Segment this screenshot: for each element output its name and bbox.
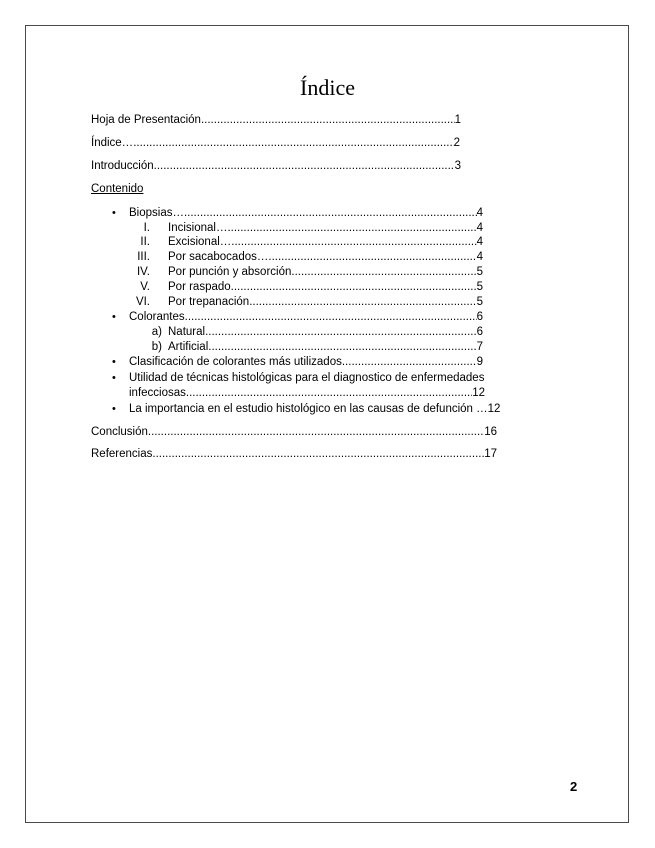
toc-page: 6 [476,311,483,323]
toc-entry-hoja[interactable] [91,113,461,127]
toc-page: 1 [454,114,461,126]
bullet-icon: • [112,403,116,415]
toc-page: 7 [476,341,483,353]
toc-label: Incisional… [168,222,228,234]
toc-page: 2 [453,137,460,149]
toc-leader [185,310,477,324]
toc-page: 12 [472,387,485,399]
toc-label: Referencias [91,448,153,460]
toc-page: 17 [484,448,497,460]
list-number: III. [137,251,150,263]
toc-entry-clasificacion[interactable] [129,355,483,369]
toc-label: Introducción [91,160,154,172]
toc-entry-biopsias[interactable] [129,206,483,220]
toc-entry-natural[interactable] [168,325,483,339]
toc-label: Excisional… [168,236,232,248]
toc-page: 4 [476,236,483,248]
toc-leader [152,447,484,461]
toc-label: Por punción y absorción [168,266,292,278]
list-number: IV. [136,266,150,278]
toc-leader [231,235,476,249]
toc-label: Clasificación de colorantes más utilizados [129,356,342,368]
toc-leader [201,113,455,127]
bullet-icon: • [112,356,116,368]
toc-page: 6 [476,326,483,338]
contenido-heading: Contenido [91,183,144,195]
toc-label: Por trepanación [168,296,250,308]
page-title: Índice [300,75,355,100]
toc-page: 16 [484,426,497,438]
toc-entry-utilidad[interactable] [129,386,485,400]
list-number: II. [140,236,150,248]
toc-entry-introduccion[interactable] [91,159,461,173]
toc-entry-excisional[interactable] [168,235,483,249]
toc-page: 5 [476,266,483,278]
toc-entry-puncion[interactable] [168,265,483,279]
toc-label: Artificial [168,341,209,353]
list-number: V. [140,281,150,293]
toc-label: Por sacabocados… [168,251,269,263]
toc-leader [231,280,477,294]
bullet-icon: • [112,207,116,219]
toc-page: 3 [454,160,461,172]
toc-entry-indice[interactable] [91,136,460,150]
toc-leader [133,136,453,150]
list-number: I. [143,222,150,234]
toc-leader [342,355,477,369]
toc-leader [148,425,484,439]
toc-page: 4 [476,207,483,219]
toc-label: Por raspado [168,281,231,293]
toc-leader [227,221,476,235]
toc-leader [268,250,476,264]
toc-leader [249,295,476,309]
toc-entry-colorantes[interactable] [129,310,483,324]
toc-page: 4 [476,251,483,263]
toc-leader [208,340,476,354]
list-number: b) [151,341,162,353]
list-number: a) [151,326,162,338]
toc-label: Colorantes [129,311,185,323]
list-number: VI. [135,296,150,308]
toc-label: Hoja de Presentación [91,114,201,126]
toc-label: Conclusión [91,426,148,438]
toc-entry-trepanacion[interactable] [168,295,483,309]
toc-label: infecciosas [129,387,186,399]
toc-leader [205,325,477,339]
toc-leader [291,265,476,279]
bullet-icon: • [112,372,116,384]
page-number: 2 [570,779,578,794]
bullet-icon: • [112,311,116,323]
toc-entry-importancia[interactable]: La importancia en el estudio histológico en las causas de defunción …12 [129,403,501,415]
toc-entry-referencias[interactable] [91,447,497,461]
toc-leader [154,159,455,173]
toc-entry-raspado[interactable] [168,280,483,294]
toc-label: Natural [168,326,206,338]
toc-label: Índice… [91,137,134,149]
toc-page: 5 [476,296,483,308]
toc-entry-utilidad-line1[interactable]: Utilidad de técnicas histológicas para el diagnostico de enfermedades [129,372,485,384]
toc-page: 9 [476,356,483,368]
toc-page: 5 [476,281,483,293]
toc-entry-incisional[interactable] [168,221,483,235]
toc-entry-sacabocados[interactable] [168,250,483,264]
toc-page: 4 [476,222,483,234]
toc-leader [186,386,472,400]
toc-entry-conclusion[interactable] [91,425,497,439]
toc-leader [184,206,477,220]
toc-label: Biopsias… [129,207,184,219]
toc-entry-artificial[interactable] [168,340,483,354]
